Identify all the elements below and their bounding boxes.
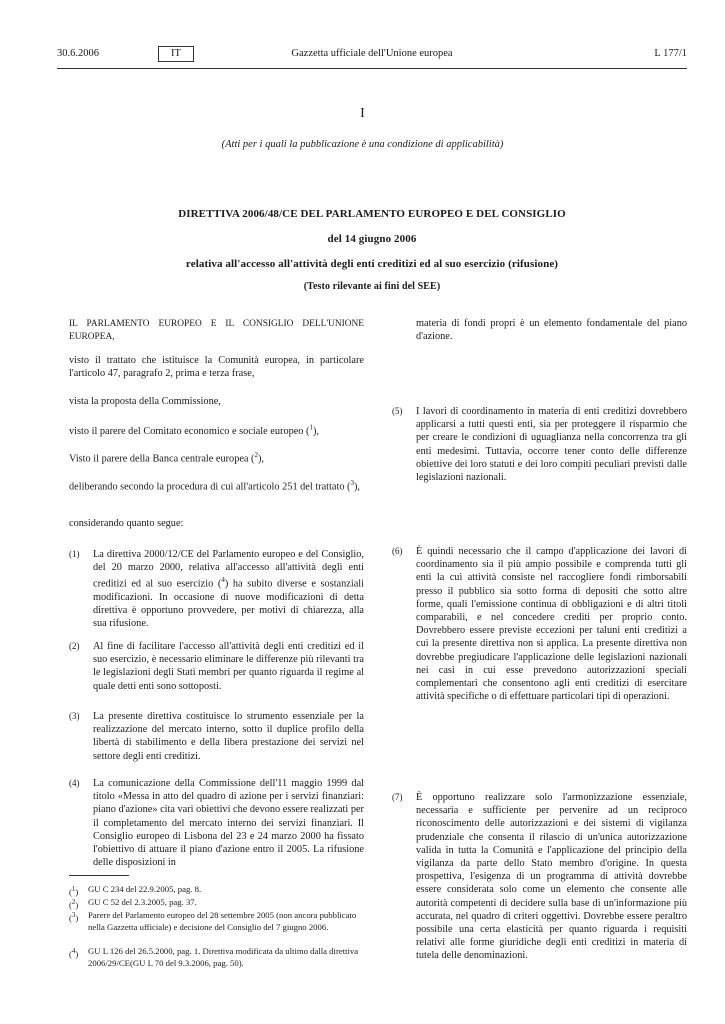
- recital-text: materia di fondi propri è un elemento fondamentale del piano d'azione.: [416, 318, 687, 343]
- directive-date: del 14 giugno 2006: [327, 233, 417, 245]
- preamble-procedure: deliberando secondo la procedura di cui all'articolo 251 del trattato ($^3$),: [69, 479, 360, 493]
- recital-text: È quindi necessario che il campo d'applicazione dei lavori di coordinamento sia il più ampio possibile e comprenda tutti gli enti la cui attività consiste nel raccogliere fondi rimborsabili presso il pubblico sia sotto forma di depositi che sotto altre forme, quali l'emissione continua di obbligazioni e di altri titoli comparabili, e nel concedere crediti per proprio conto. Dovrebbero essere previste eccezioni per taluni enti creditizi a cui la presente direttiva non si applica. La presente direttiva non dovrebbe pregiudicare l'applicazione delle legislazioni nazionali nei casi in cui esse prevedono autorizzazioni speciali complementari che consentono agli enti creditizi di esercitare attività specifiche o di effettuare particolari tipi di operazioni.: [416, 546, 687, 703]
- page-header: [57, 46, 687, 64]
- language-badge: IT: [158, 46, 194, 62]
- recital-number: (6): [392, 546, 403, 556]
- footnote-text: GU C 52 del 2.3.2005, pag. 37.: [88, 897, 197, 907]
- recital-number: (2): [69, 641, 80, 651]
- footnote-number: ($^4$): [69, 947, 79, 959]
- recital-text: La direttiva 2000/12/CE del Parlamento europeo e del Consiglio, del 20 marzo 2000, relativa all'accesso all'attività degli enti creditizi ed al suo esercizio ($^4$) ha subito diverse e sostanziali modificazioni. In occasione di nuove modificazioni di detta direttiva è opportuno provvedere, per motivi di chiarezza, alla sua rifusione.: [93, 549, 365, 630]
- eea-relevance-note: (Testo rilevante ai fini del SEE): [303, 281, 441, 292]
- preamble-considering: considerando quanto segue:: [69, 518, 184, 529]
- recital-number: (1): [69, 549, 80, 559]
- recital-number: (7): [392, 792, 403, 802]
- page-reference: L 177/1: [654, 48, 687, 59]
- footnote-number: ($^3$): [69, 911, 79, 923]
- recital-number: (4): [69, 778, 80, 788]
- header-divider: [57, 68, 687, 69]
- preamble-proposal: vista la proposta della Commissione,: [69, 396, 221, 407]
- recital-text: La presente direttiva costituisce lo strumento essenziale per la realizzazione del mercato interno, sotto il duplice profilo della libertà di stabilimento e della libera prestazione dei servizi nel settore degli enti creditizi.: [93, 711, 364, 762]
- footnote-text: GU L 126 del 26.5.2000, pag. 1. Direttiva modificata da ultimo dalla direttiva 2006/29/CE(GU L 70 del 9.3.2006, pag. 50).: [88, 946, 359, 968]
- footnote-divider: [69, 875, 129, 876]
- footnote-number: ($^1$): [69, 885, 79, 897]
- journal-name: Gazzetta ufficiale dell'Unione europea: [291, 48, 453, 59]
- section-note: (Atti per i quali la pubblicazione è una condizione di applicabilità): [221, 139, 504, 150]
- recital-number: (5): [392, 406, 403, 416]
- preamble-ecosoc-text: visto il parere del Comitato economico e sociale europeo ($^1$),: [69, 424, 319, 438]
- directive-title: DIRETTIVA 2006/48/CE DEL PARLAMENTO EUROPEO E DEL CONSIGLIO: [178, 208, 566, 220]
- recital-text: I lavori di coordinamento in materia di enti creditizi dovrebbero applicarsi a tutti questi enti, sia per proteggere il risparmio che per creare le condizioni di uguaglianza nella concorrenza tra gli enti medesimi. Tuttavia, occorre tener conto delle differenze obiettive dei loro statuti e dei loro compiti peculiari previsti dalle legislazioni nazionali.: [416, 406, 687, 484]
- preamble-treaty: visto il trattato che istituisce la Comunità europea, in particolare l'articolo 47, paragrafo 2, prima e terza frase,: [69, 355, 364, 380]
- footnote-text: GU C 234 del 22.9.2005, pag. 8.: [88, 884, 202, 894]
- preamble-ecosoc-opinion: [69, 422, 364, 439]
- directive-subject: relativa all'accesso all'attività degli enti creditizi ed al suo esercizio (rifusione): [185, 258, 559, 270]
- recital-number: (3): [69, 711, 80, 721]
- recital-text: È opportuno realizzare solo l'armonizzazione essenziale, necessaria e sufficiente per pervenire ad un reciproco riconoscimento delle autorizzazioni e dei sistemi di vigilanza prudenziale che consenta il rilascio di un'unica autorizzazione valida in tutta la Comunità e l'applicazione del principio della vigilanza da parte dello Stato membro d'origine. In questa prospettiva, l'esigenza di un programma di attività dovrebbe essere considerata solo come un elemento che consente alle autorità competenti di decidere sulla base di un'informazione più accurata, nel quadro di criteri oggettivi. Dovrebbe essere peraltro possibile una certa elasticità per quanto riguarda i requisiti relativi alle forme giuridiche degli enti creditizi in materia di tutela delle denominazioni.: [416, 792, 687, 962]
- publication-date: 30.6.2006: [57, 48, 99, 59]
- section-number: I: [360, 106, 365, 121]
- preamble-authors: IL PARLAMENTO EUROPEO E IL CONSIGLIO DELL'UNIONE EUROPEA,: [69, 319, 364, 342]
- footnote-text: Parere del Parlamento europeo del 28 settembre 2005 (non ancora pubblicato nella Gazzetta ufficiale) e decisione del Consiglio del 7 giugno 2006.: [88, 910, 357, 932]
- recital-text: Al fine di facilitare l'accesso all'attività degli enti creditizi ed il suo esercizio, è necessario eliminare le differenze più rilevanti tra le legislazioni degli Stati membri per quanto riguarda il regime al quale detti enti sono sottoposti.: [93, 641, 364, 692]
- preamble-ecb-opinion: Visto il parere della Banca centrale europea ($^2$),: [69, 451, 265, 465]
- footnote-number: ($^2$): [69, 898, 79, 910]
- recital-text: La comunicazione della Commissione dell'11 maggio 1999 dal titolo «Messa in atto del quadro di azione per i servizi finanziari: piano d'azione» cita vari obiettivi che devono essere realizzati per il completamento del mercato interno dei servizi finanziari. Il Consiglio europeo di Lisbona del 23 e 24 marzo 2000 ha fissato l'obiettivo di attuare il piano d'azione entro il 2005. La rifusione delle disposizioni in: [93, 778, 364, 869]
